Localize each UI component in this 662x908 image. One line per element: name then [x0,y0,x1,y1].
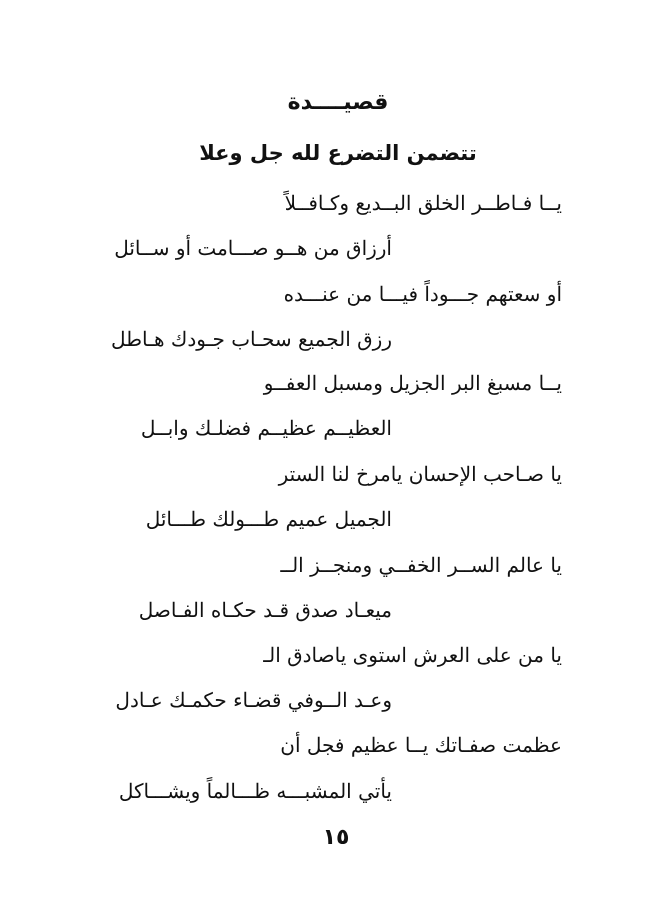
verse-line: يا صـاحب الإحسان يامرخ لنا الستر [278,462,562,486]
poem-title: قصيــــدة [287,90,389,115]
verse-line: العظيــم عظيــم فضلـك وابــل [140,416,392,440]
verse-line: يأتي المشبـــه ظـــالماً ويشـــاكل [118,779,392,803]
verse-line: وعـد الــوفي قضـاء حكمـك عـادل [115,688,392,712]
verse-line: يــا فـاطــر الخلق البــديع وكـافــلاً [284,191,562,215]
verse-line: رزق الجميع سحـاب جـودك هـاطل [110,327,392,351]
page-number: ١٥ [322,825,350,850]
verse-line: يا عالم الســر الخفــي ومنجــز الــ [280,553,562,577]
verse-line: أو سعتهم جـــوداً فيـــا من عنـــده [283,282,562,306]
verse-line: يــا مسبغ البر الجزيل ومسبل العفــو [263,371,562,395]
verse-line: الجميل عميم طـــولك طـــائل [145,507,392,531]
verse-line: يا من على العرش استوى ياصادق الـ [263,643,562,667]
verse-line: أرزاق من هــو صـــامت أو ســائل [114,236,392,260]
poem-subtitle: تتضمن التضرع لله جل وعلا [199,141,477,165]
verse-line: عظمت صفـاتك يــا عظيم فجل أن [280,733,562,757]
verse-line: ميعـاد صدق قـد حكـاه الفـاصل [138,598,392,622]
